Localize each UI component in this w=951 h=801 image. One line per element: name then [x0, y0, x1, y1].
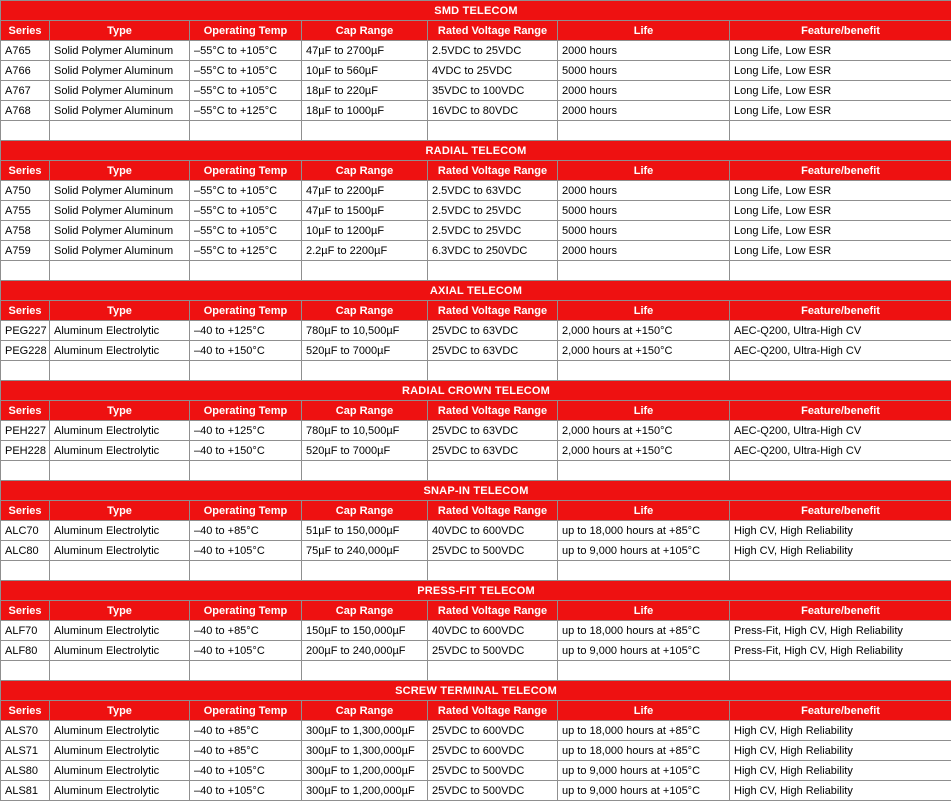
cell-series: A767	[1, 81, 50, 101]
cell-cap: 18µF to 1000µF	[302, 101, 428, 121]
column-header-life: Life	[558, 161, 730, 181]
column-header-feat: Feature/benefit	[730, 701, 951, 721]
column-header-row	[1, 401, 951, 421]
cell-life: up to 18,000 hours at +85°C	[558, 621, 730, 641]
column-header-row	[1, 161, 951, 181]
cell-life: up to 18,000 hours at +85°C	[558, 521, 730, 541]
column-header-type: Type	[50, 21, 190, 41]
cell-series: A750	[1, 181, 50, 201]
spacer-cell	[428, 361, 558, 381]
cell-temp: –40 to +150°C	[190, 341, 302, 361]
cell-type: Solid Polymer Aluminum	[50, 181, 190, 201]
cell-volt: 40VDC to 600VDC	[428, 621, 558, 641]
cell-life: 2000 hours	[558, 41, 730, 61]
table-row	[1, 721, 951, 741]
cell-type: Aluminum Electrolytic	[50, 741, 190, 761]
cell-life: 5000 hours	[558, 201, 730, 221]
table-row	[1, 521, 951, 541]
spacer-cell	[50, 661, 190, 681]
cell-feat: AEC-Q200, Ultra-High CV	[730, 341, 951, 361]
cell-life: up to 9,000 hours at +105°C	[558, 761, 730, 781]
column-header-series: Series	[1, 401, 50, 421]
cell-feat: Press-Fit, High CV, High Reliability	[730, 641, 951, 661]
cell-feat: Long Life, Low ESR	[730, 201, 951, 221]
column-header-life: Life	[558, 301, 730, 321]
spacer-row	[1, 361, 951, 381]
cell-cap: 300µF to 1,200,000µF	[302, 761, 428, 781]
cell-life: 2,000 hours at +150°C	[558, 441, 730, 461]
column-header-cap: Cap Range	[302, 301, 428, 321]
cell-feat: Press-Fit, High CV, High Reliability	[730, 621, 951, 641]
cell-volt: 40VDC to 600VDC	[428, 521, 558, 541]
spacer-cell	[302, 121, 428, 141]
column-header-temp: Operating Temp	[190, 161, 302, 181]
cell-feat: High CV, High Reliability	[730, 541, 951, 561]
table-row	[1, 421, 951, 441]
table-row	[1, 441, 951, 461]
column-header-feat: Feature/benefit	[730, 601, 951, 621]
spacer-cell	[302, 461, 428, 481]
cell-series: PEG228	[1, 341, 50, 361]
cell-life: up to 18,000 hours at +85°C	[558, 741, 730, 761]
cell-type: Aluminum Electrolytic	[50, 321, 190, 341]
cell-feat: High CV, High Reliability	[730, 741, 951, 761]
spacer-cell	[190, 661, 302, 681]
column-header-volt: Rated Voltage Range	[428, 601, 558, 621]
table-row	[1, 541, 951, 561]
column-header-feat: Feature/benefit	[730, 161, 951, 181]
cell-life: 2,000 hours at +150°C	[558, 341, 730, 361]
column-header-cap: Cap Range	[302, 401, 428, 421]
spacer-cell	[50, 561, 190, 581]
cell-cap: 2.2µF to 2200µF	[302, 241, 428, 261]
spacer-cell	[50, 361, 190, 381]
cell-feat: High CV, High Reliability	[730, 521, 951, 541]
cell-feat: AEC-Q200, Ultra-High CV	[730, 441, 951, 461]
cell-volt: 25VDC to 500VDC	[428, 541, 558, 561]
column-header-life: Life	[558, 501, 730, 521]
cell-type: Solid Polymer Aluminum	[50, 221, 190, 241]
column-header-feat: Feature/benefit	[730, 301, 951, 321]
cell-temp: –40 to +85°C	[190, 721, 302, 741]
table-row	[1, 41, 951, 61]
column-header-feat: Feature/benefit	[730, 401, 951, 421]
section-title: RADIAL CROWN TELECOM	[1, 381, 951, 401]
spacer-cell	[50, 121, 190, 141]
spacer-cell	[558, 361, 730, 381]
cell-volt: 25VDC to 500VDC	[428, 781, 558, 801]
spacer-cell	[428, 461, 558, 481]
spacer-cell	[1, 121, 50, 141]
cell-cap: 780µF to 10,500µF	[302, 421, 428, 441]
cell-series: ALS71	[1, 741, 50, 761]
cell-type: Aluminum Electrolytic	[50, 721, 190, 741]
section-title: RADIAL TELECOM	[1, 141, 951, 161]
cell-cap: 47µF to 1500µF	[302, 201, 428, 221]
cell-life: 2000 hours	[558, 181, 730, 201]
cell-cap: 18µF to 220µF	[302, 81, 428, 101]
cell-temp: –40 to +105°C	[190, 641, 302, 661]
spacer-cell	[428, 121, 558, 141]
column-header-life: Life	[558, 601, 730, 621]
cell-volt: 25VDC to 500VDC	[428, 641, 558, 661]
cell-type: Aluminum Electrolytic	[50, 621, 190, 641]
cell-series: A758	[1, 221, 50, 241]
cell-type: Solid Polymer Aluminum	[50, 241, 190, 261]
cell-volt: 16VDC to 80VDC	[428, 101, 558, 121]
spacer-row	[1, 121, 951, 141]
cell-temp: –55°C to +105°C	[190, 81, 302, 101]
column-header-row	[1, 501, 951, 521]
table-row	[1, 741, 951, 761]
column-header-series: Series	[1, 301, 50, 321]
cell-temp: –55°C to +105°C	[190, 181, 302, 201]
spacer-cell	[190, 261, 302, 281]
column-header-row	[1, 301, 951, 321]
cell-feat: Long Life, Low ESR	[730, 221, 951, 241]
column-header-type: Type	[50, 601, 190, 621]
cell-volt: 25VDC to 500VDC	[428, 761, 558, 781]
cell-cap: 300µF to 1,200,000µF	[302, 781, 428, 801]
column-header-feat: Feature/benefit	[730, 501, 951, 521]
spacer-cell	[302, 361, 428, 381]
cell-volt: 25VDC to 63VDC	[428, 321, 558, 341]
cell-type: Aluminum Electrolytic	[50, 781, 190, 801]
spacer-cell	[302, 261, 428, 281]
column-header-series: Series	[1, 21, 50, 41]
section-title: SMD TELECOM	[1, 1, 951, 21]
spacer-cell	[428, 261, 558, 281]
cell-cap: 47µF to 2200µF	[302, 181, 428, 201]
spacer-cell	[302, 661, 428, 681]
section-title: SNAP-IN TELECOM	[1, 481, 951, 501]
column-header-temp: Operating Temp	[190, 601, 302, 621]
cell-volt: 25VDC to 600VDC	[428, 721, 558, 741]
column-header-temp: Operating Temp	[190, 401, 302, 421]
cell-cap: 47µF to 2700µF	[302, 41, 428, 61]
cell-type: Aluminum Electrolytic	[50, 341, 190, 361]
column-header-life: Life	[558, 21, 730, 41]
table-row	[1, 341, 951, 361]
spacer-row	[1, 561, 951, 581]
cell-feat: Long Life, Low ESR	[730, 101, 951, 121]
table-row	[1, 781, 951, 801]
cell-series: A759	[1, 241, 50, 261]
table-row	[1, 201, 951, 221]
column-header-volt: Rated Voltage Range	[428, 701, 558, 721]
cell-volt: 25VDC to 63VDC	[428, 341, 558, 361]
cell-life: up to 9,000 hours at +105°C	[558, 641, 730, 661]
column-header-type: Type	[50, 401, 190, 421]
spacer-cell	[50, 261, 190, 281]
cell-type: Aluminum Electrolytic	[50, 541, 190, 561]
cell-volt: 25VDC to 63VDC	[428, 421, 558, 441]
cell-cap: 200µF to 240,000µF	[302, 641, 428, 661]
column-header-volt: Rated Voltage Range	[428, 401, 558, 421]
spacer-cell	[558, 461, 730, 481]
cell-type: Solid Polymer Aluminum	[50, 101, 190, 121]
spacer-cell	[1, 261, 50, 281]
section-title-row	[1, 481, 951, 501]
table-row	[1, 181, 951, 201]
cell-type: Solid Polymer Aluminum	[50, 41, 190, 61]
column-header-feat: Feature/benefit	[730, 21, 951, 41]
table-row	[1, 621, 951, 641]
column-header-life: Life	[558, 401, 730, 421]
cell-type: Aluminum Electrolytic	[50, 641, 190, 661]
section-title: SCREW TERMINAL TELECOM	[1, 681, 951, 701]
cell-temp: –55°C to +105°C	[190, 61, 302, 81]
spacer-cell	[558, 121, 730, 141]
cell-series: A768	[1, 101, 50, 121]
spacer-cell	[428, 661, 558, 681]
cell-life: 2000 hours	[558, 241, 730, 261]
cell-series: ALC70	[1, 521, 50, 541]
column-header-series: Series	[1, 161, 50, 181]
cell-type: Solid Polymer Aluminum	[50, 201, 190, 221]
cell-volt: 4VDC to 25VDC	[428, 61, 558, 81]
column-header-series: Series	[1, 501, 50, 521]
table-row	[1, 761, 951, 781]
cell-type: Aluminum Electrolytic	[50, 521, 190, 541]
section-title-row	[1, 1, 951, 21]
table-row	[1, 221, 951, 241]
cell-life: up to 18,000 hours at +85°C	[558, 721, 730, 741]
cell-temp: –55°C to +105°C	[190, 221, 302, 241]
cell-temp: –40 to +105°C	[190, 761, 302, 781]
spacer-cell	[1, 561, 50, 581]
cell-volt: 2.5VDC to 25VDC	[428, 41, 558, 61]
grid-body	[1, 1, 951, 801]
column-header-temp: Operating Temp	[190, 501, 302, 521]
table-row	[1, 81, 951, 101]
cell-temp: –40 to +105°C	[190, 781, 302, 801]
cell-cap: 300µF to 1,300,000µF	[302, 741, 428, 761]
spacer-cell	[558, 261, 730, 281]
cell-temp: –55°C to +105°C	[190, 41, 302, 61]
column-header-cap: Cap Range	[302, 21, 428, 41]
cell-temp: –40 to +150°C	[190, 441, 302, 461]
cell-series: ALS81	[1, 781, 50, 801]
cell-series: A766	[1, 61, 50, 81]
column-header-cap: Cap Range	[302, 161, 428, 181]
column-header-series: Series	[1, 601, 50, 621]
cell-temp: –55°C to +125°C	[190, 101, 302, 121]
cell-series: PEH227	[1, 421, 50, 441]
spacer-cell	[302, 561, 428, 581]
spacer-cell	[558, 561, 730, 581]
cell-volt: 6.3VDC to 250VDC	[428, 241, 558, 261]
cell-temp: –40 to +125°C	[190, 421, 302, 441]
table-row	[1, 61, 951, 81]
column-header-type: Type	[50, 161, 190, 181]
cell-life: 2,000 hours at +150°C	[558, 321, 730, 341]
cell-series: ALS80	[1, 761, 50, 781]
cell-series: ALC80	[1, 541, 50, 561]
cell-feat: Long Life, Low ESR	[730, 181, 951, 201]
column-header-volt: Rated Voltage Range	[428, 301, 558, 321]
cell-life: 2,000 hours at +150°C	[558, 421, 730, 441]
section-title-row	[1, 681, 951, 701]
cell-volt: 35VDC to 100VDC	[428, 81, 558, 101]
column-header-temp: Operating Temp	[190, 21, 302, 41]
cell-temp: –55°C to +125°C	[190, 241, 302, 261]
cell-feat: Long Life, Low ESR	[730, 41, 951, 61]
table-row	[1, 241, 951, 261]
spacer-cell	[1, 661, 50, 681]
cell-temp: –40 to +105°C	[190, 541, 302, 561]
cell-temp: –40 to +85°C	[190, 741, 302, 761]
table-row	[1, 101, 951, 121]
spacer-row	[1, 261, 951, 281]
cell-cap: 51µF to 150,000µF	[302, 521, 428, 541]
cell-feat: AEC-Q200, Ultra-High CV	[730, 421, 951, 441]
cell-type: Aluminum Electrolytic	[50, 441, 190, 461]
spacer-cell	[1, 361, 50, 381]
cell-cap: 10µF to 1200µF	[302, 221, 428, 241]
table-row	[1, 321, 951, 341]
spacer-cell	[730, 121, 951, 141]
column-header-volt: Rated Voltage Range	[428, 501, 558, 521]
column-header-volt: Rated Voltage Range	[428, 21, 558, 41]
spacer-cell	[730, 361, 951, 381]
cell-life: up to 9,000 hours at +105°C	[558, 541, 730, 561]
spacer-cell	[190, 361, 302, 381]
section-title-row	[1, 581, 951, 601]
cell-feat: AEC-Q200, Ultra-High CV	[730, 321, 951, 341]
cell-life: up to 9,000 hours at +105°C	[558, 781, 730, 801]
column-header-row	[1, 21, 951, 41]
cell-series: ALF70	[1, 621, 50, 641]
section-title: AXIAL TELECOM	[1, 281, 951, 301]
cell-series: ALS70	[1, 721, 50, 741]
spacer-row	[1, 461, 951, 481]
spacer-cell	[190, 561, 302, 581]
cell-life: 5000 hours	[558, 221, 730, 241]
column-header-row	[1, 601, 951, 621]
cell-cap: 300µF to 1,300,000µF	[302, 721, 428, 741]
column-header-volt: Rated Voltage Range	[428, 161, 558, 181]
cell-temp: –55°C to +105°C	[190, 201, 302, 221]
cell-series: PEH228	[1, 441, 50, 461]
column-header-cap: Cap Range	[302, 701, 428, 721]
cell-life: 5000 hours	[558, 61, 730, 81]
cell-temp: –40 to +85°C	[190, 521, 302, 541]
cell-feat: High CV, High Reliability	[730, 761, 951, 781]
cell-type: Aluminum Electrolytic	[50, 421, 190, 441]
cell-type: Solid Polymer Aluminum	[50, 61, 190, 81]
cell-cap: 520µF to 7000µF	[302, 441, 428, 461]
cell-feat: Long Life, Low ESR	[730, 81, 951, 101]
cell-life: 2000 hours	[558, 101, 730, 121]
cell-life: 2000 hours	[558, 81, 730, 101]
cell-cap: 520µF to 7000µF	[302, 341, 428, 361]
cell-cap: 780µF to 10,500µF	[302, 321, 428, 341]
spacer-cell	[558, 661, 730, 681]
cell-cap: 75µF to 240,000µF	[302, 541, 428, 561]
column-header-type: Type	[50, 301, 190, 321]
cell-feat: Long Life, Low ESR	[730, 61, 951, 81]
column-header-cap: Cap Range	[302, 501, 428, 521]
cell-feat: Long Life, Low ESR	[730, 241, 951, 261]
cell-volt: 25VDC to 63VDC	[428, 441, 558, 461]
cell-cap: 10µF to 560µF	[302, 61, 428, 81]
section-title-row	[1, 381, 951, 401]
cell-series: ALF80	[1, 641, 50, 661]
cell-series: A765	[1, 41, 50, 61]
cell-series: PEG227	[1, 321, 50, 341]
spacer-row	[1, 661, 951, 681]
section-title-row	[1, 141, 951, 161]
column-header-type: Type	[50, 701, 190, 721]
column-header-series: Series	[1, 701, 50, 721]
spacer-cell	[190, 121, 302, 141]
column-header-type: Type	[50, 501, 190, 521]
spacer-cell	[730, 661, 951, 681]
cell-series: A755	[1, 201, 50, 221]
column-header-temp: Operating Temp	[190, 701, 302, 721]
spacer-cell	[428, 561, 558, 581]
cell-feat: High CV, High Reliability	[730, 781, 951, 801]
cell-volt: 25VDC to 600VDC	[428, 741, 558, 761]
spacer-cell	[190, 461, 302, 481]
column-header-life: Life	[558, 701, 730, 721]
section-title-row	[1, 281, 951, 301]
spacer-cell	[50, 461, 190, 481]
spacer-cell	[730, 461, 951, 481]
table-row	[1, 641, 951, 661]
column-header-cap: Cap Range	[302, 601, 428, 621]
column-header-temp: Operating Temp	[190, 301, 302, 321]
cell-temp: –40 to +85°C	[190, 621, 302, 641]
cell-feat: High CV, High Reliability	[730, 721, 951, 741]
section-title: PRESS-FIT TELECOM	[1, 581, 951, 601]
cell-temp: –40 to +125°C	[190, 321, 302, 341]
cell-type: Aluminum Electrolytic	[50, 761, 190, 781]
cell-volt: 2.5VDC to 25VDC	[428, 201, 558, 221]
spacer-cell	[730, 561, 951, 581]
spacer-cell	[1, 461, 50, 481]
cell-volt: 2.5VDC to 25VDC	[428, 221, 558, 241]
spacer-cell	[730, 261, 951, 281]
cell-cap: 150µF to 150,000µF	[302, 621, 428, 641]
cell-volt: 2.5VDC to 63VDC	[428, 181, 558, 201]
cell-type: Solid Polymer Aluminum	[50, 81, 190, 101]
